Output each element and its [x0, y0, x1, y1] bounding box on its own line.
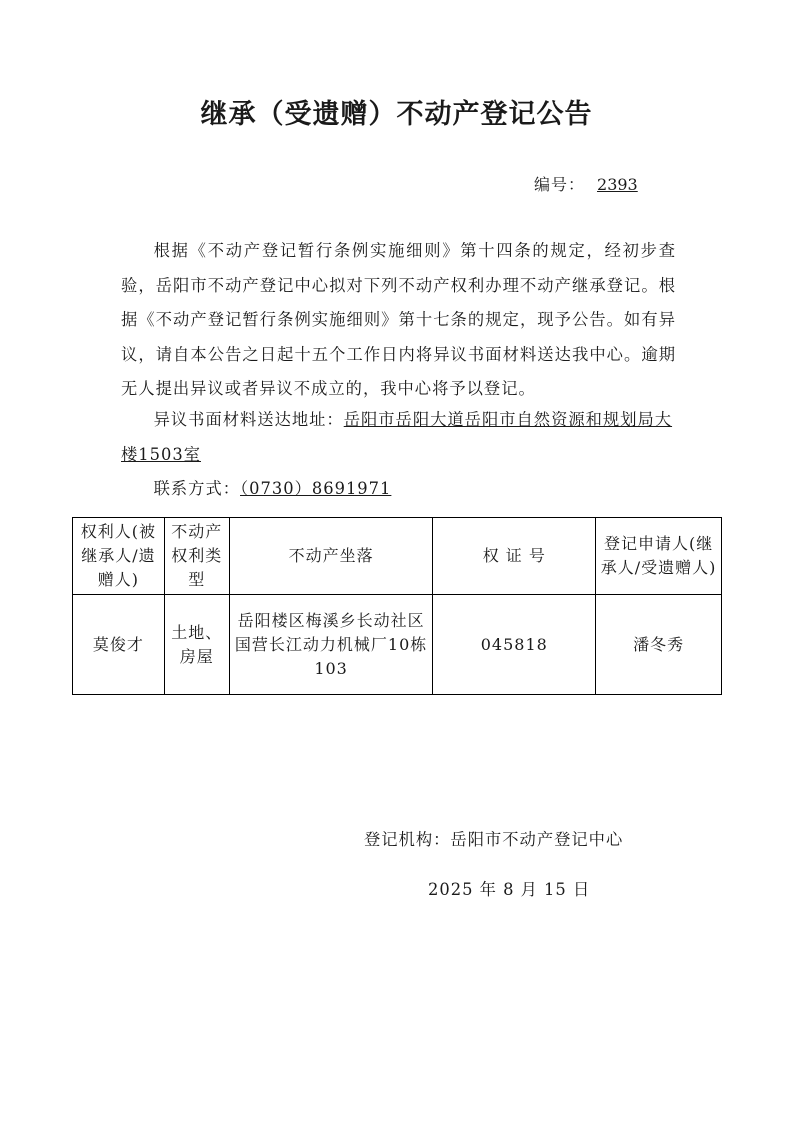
- table-header-row: [73, 518, 722, 595]
- contact-info: [121, 472, 391, 507]
- objection-address: [121, 403, 676, 472]
- cell-applicant: 潘冬秀: [596, 595, 722, 695]
- contact-value: （0730）8691971: [240, 479, 392, 498]
- header-cert: 权 证 号: [433, 518, 596, 595]
- notice-number: [534, 172, 638, 195]
- header-holder: 权利人(被继承人/遗赠人): [73, 518, 165, 595]
- page-title: 继承（受遗赠）不动产登记公告: [200, 99, 593, 130]
- registration-table: [72, 517, 722, 695]
- objection-address-label: 异议书面材料送达地址：: [153, 410, 344, 429]
- cell-holder: 莫俊才: [73, 595, 165, 695]
- org-value: 岳阳市不动产登记中心: [450, 830, 624, 849]
- header-type: 不动产权利类型: [164, 518, 229, 595]
- notice-date: 2025 年 8 月 15 日: [428, 880, 591, 899]
- contact-label: 联系方式：: [153, 479, 241, 498]
- registration-org: [364, 826, 623, 850]
- notice-paragraph: 根据《不动产登记暂行条例实施细则》第十四条的规定，经初步查验，岳阳市不动产登记中心拟对下列不动产权利办理不动产继承登记。根据《不动产登记暂行条例实施细则》第十七条的规定，现予公告。如有异议，请自本公告之日起十五个工作日内将异议书面材料送达我中心。逾期无人提出异议或者异议不成立的，我中心将予以登记。: [121, 241, 676, 398]
- header-location: 不动产坐落: [229, 518, 433, 595]
- notice-body: [121, 234, 676, 407]
- objection-address-value: 岳阳市岳阳大道岳阳市自然资源和规划局大楼1503室: [121, 410, 673, 464]
- header-applicant: 登记申请人(继承人/受遗赠人): [596, 518, 722, 595]
- table-row: [73, 595, 722, 695]
- cell-location: 岳阳楼区梅溪乡长动社区国营长江动力机械厂10栋103: [229, 595, 433, 695]
- cell-cert: 045818: [433, 595, 596, 695]
- notice-number-value: 2393: [597, 175, 638, 194]
- cell-type: 土地、房屋: [164, 595, 229, 695]
- notice-number-label: 编号：: [534, 175, 586, 194]
- org-label: 登记机构：: [364, 830, 451, 849]
